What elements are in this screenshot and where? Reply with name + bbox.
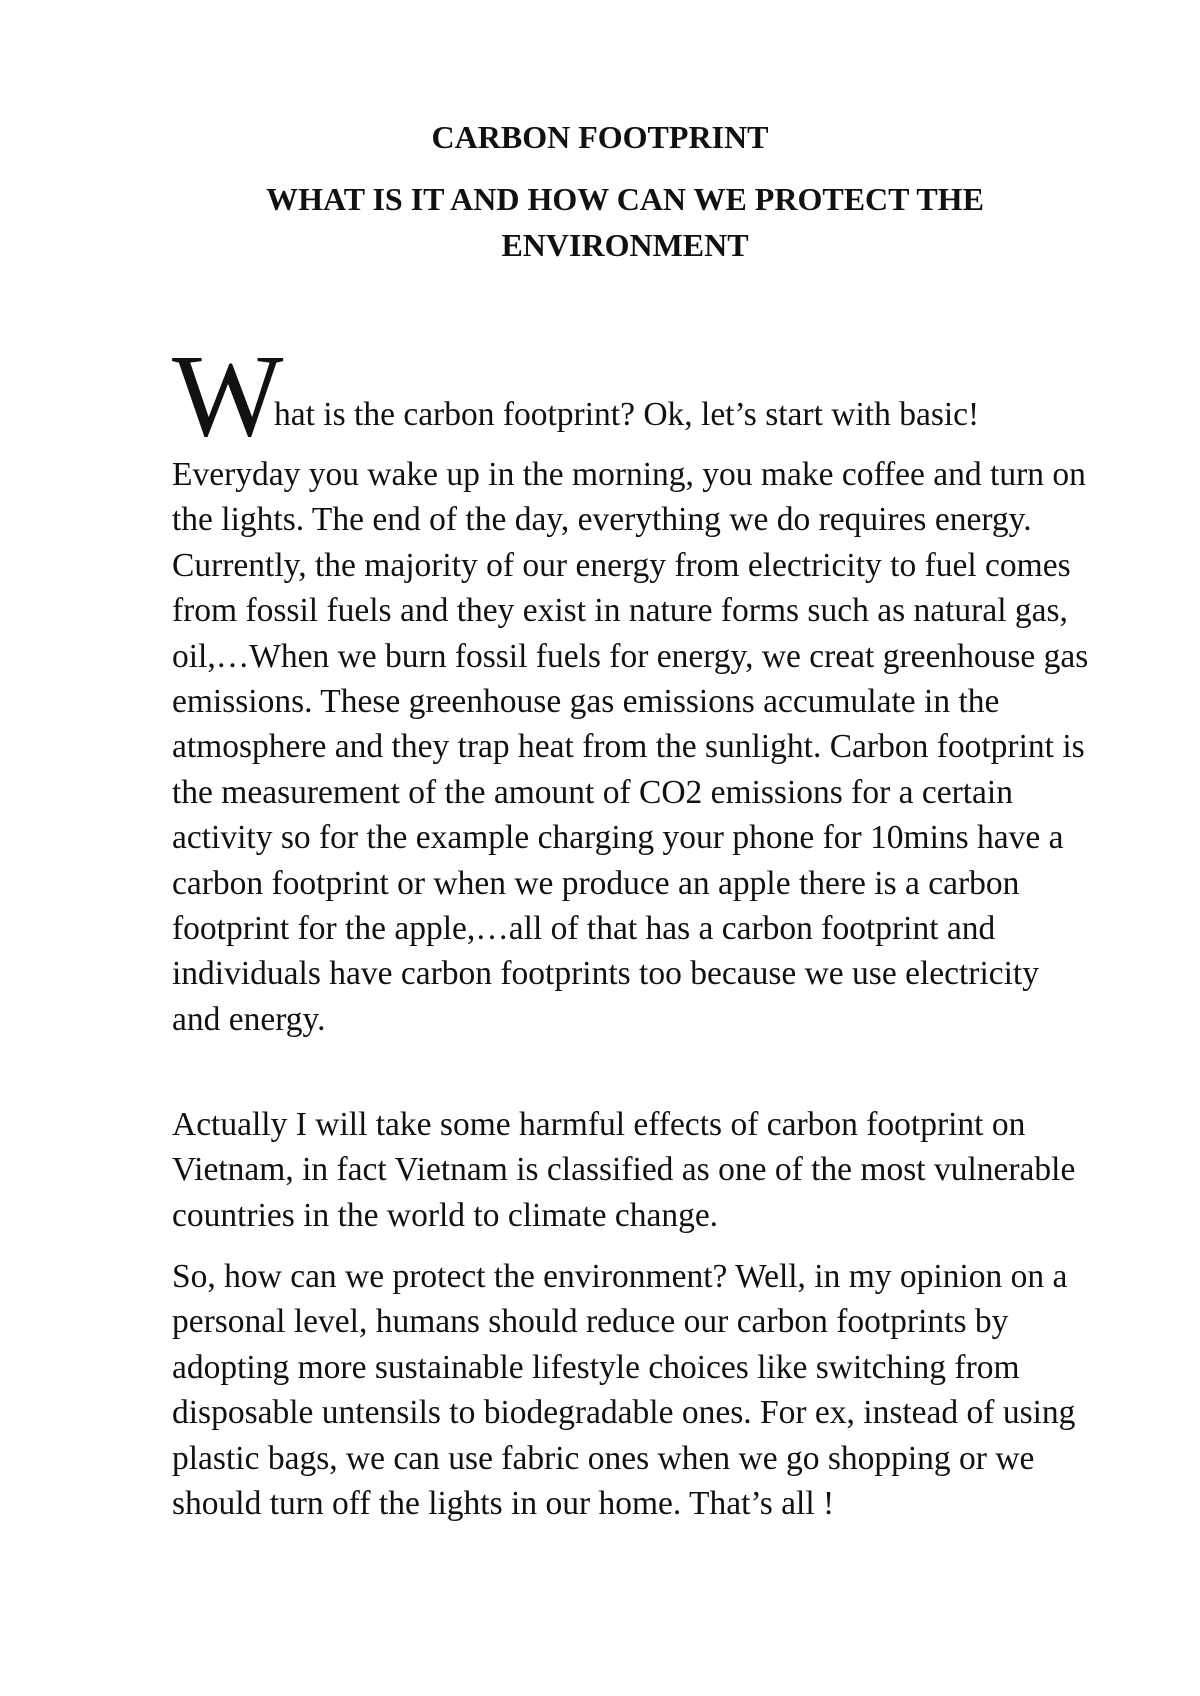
drop-cap: W (172, 330, 278, 461)
intro-text: hat is the carbon footprint? Ok, let’s start with basic! (274, 396, 980, 433)
paragraph-protect-environment: So, how can we protect the environment? Well, in my opinion on a personal level, humans should reduce our carbon footprints by adopting more sustainable lifestyle choices like switching from disposable untensils to biodegradable ones. For ex, instead of using plastic bags, we can use fabric ones when we go shopping or we should turn off the lights in our home. That’s all ! (172, 1258, 1076, 1523)
paragraph-carbon-footprint-definition: Everyday you wake up in the morning, you make coffee and turn on the lights. The end of the day, everything we do requires energy. Currently, the majority of our energy from electricity to fuel comes from fossil fuels and they exist in nature forms such as natural gas, oil,…When we burn fossil fuels for energy, we creat greenhouse gas emissions. These greenhouse gas emissions accumulate in the atmosphere and they trap heat from the sunlight. Carbon footprint is the measurement of the amount of CO2 emissions for a certain activity so for the example charging your phone for 10mins have a carbon footprint or when we produce an apple there is a carbon footprint for the apple,…all of that has a carbon footprint and individuals have carbon footprints too because we use electricity and energy. (172, 456, 1089, 1038)
intro-line (172, 330, 1092, 461)
document-title: CARBON FOOTPRINT (431, 119, 769, 155)
paragraph-vietnam-effects: Actually I will take some harmful effects of carbon footprint on Vietnam, in fact Vietnam is classified as one of the most vulnerable countries in the world to climate change. (172, 1106, 1076, 1234)
document-subtitle: WHAT IS IT AND HOW CAN WE PROTECT THE ENVIRONMENT (266, 181, 984, 263)
